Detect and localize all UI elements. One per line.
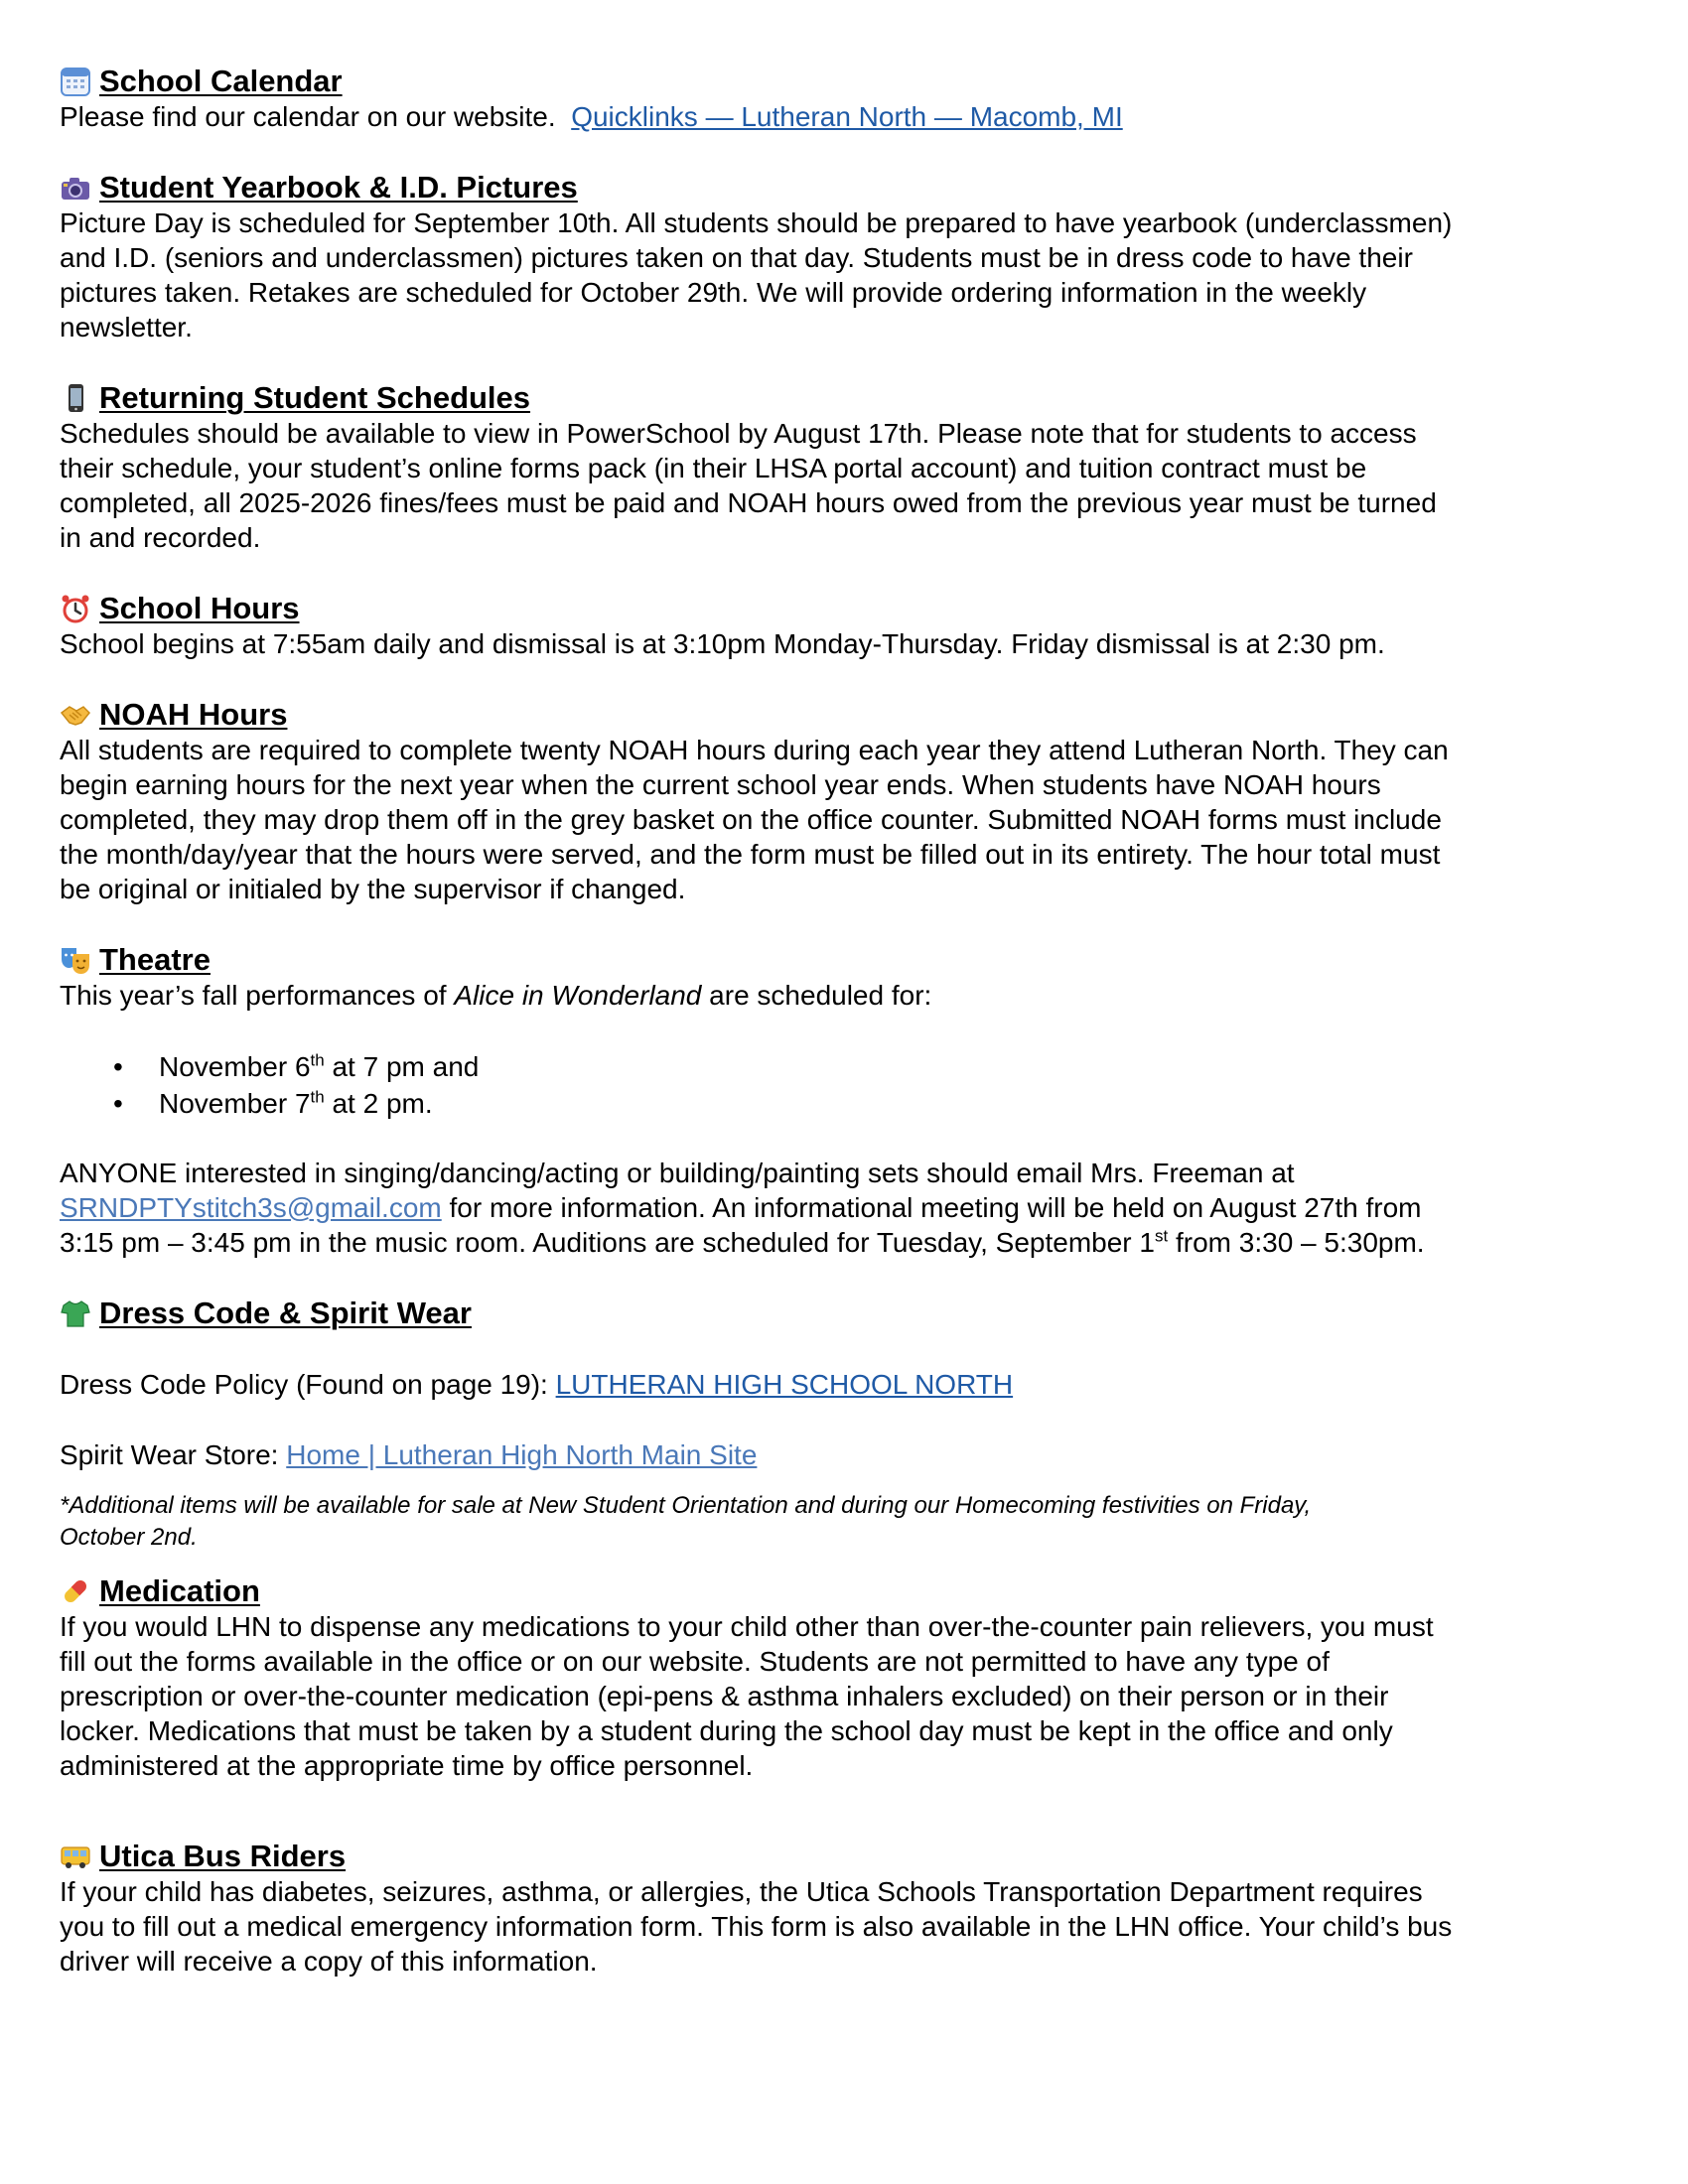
intro-text: are scheduled for: <box>701 980 932 1011</box>
handshake-icon <box>60 699 91 731</box>
body-line: be original or initialed by the supervisor if changed. <box>60 874 686 904</box>
body-line: their schedule, your student’s online forms pack (in their LHSA portal account) and tuition contract must be <box>60 453 1367 483</box>
pill-icon <box>60 1575 91 1607</box>
section-heading <box>60 591 1609 626</box>
section-title: Dress Code & Spirit Wear <box>99 1296 472 1330</box>
section-title: Utica Bus Riders <box>99 1839 347 1873</box>
section-title: Medication <box>99 1573 260 1608</box>
spirit-wear-store <box>60 1437 1609 1472</box>
bullet-icon: • <box>113 1051 123 1082</box>
calendar-icon <box>60 66 91 97</box>
body-line: the month/day/year that the hours were served, and the form must be filled out in its entirety. The hour total must <box>60 839 1441 870</box>
theatre-intro <box>60 978 1609 1013</box>
store-label: Spirit Wear Store: <box>60 1439 287 1470</box>
section-body <box>60 1609 1609 1783</box>
school-bus-icon <box>60 1841 91 1872</box>
body-line: 3:15 pm – 3:45 pm in the music room. Auditions are scheduled for Tuesday, September 1 <box>60 1227 1155 1258</box>
item-text: November 6 <box>159 1051 311 1082</box>
item-sup: th <box>310 1087 325 1107</box>
section-body <box>60 99 1609 134</box>
section-body <box>60 205 1609 344</box>
body-line: Schedules should be available to view in PowerSchool by August 17th. Please note that for students to access <box>60 418 1417 449</box>
note-line: October 2nd. <box>60 1524 198 1551</box>
body-line: completed, all 2025-2026 fines/fees must be paid and NOAH hours owed from the previous year must be turned <box>60 487 1437 518</box>
quicklinks-link[interactable]: Quicklinks — Lutheran North — Macomb, MI <box>571 101 1123 132</box>
section-medication <box>60 1573 1609 1783</box>
body-line: completed, they may drop them off in the grey basket on the office counter. Submitted NOAH forms must include <box>60 804 1442 835</box>
body-line: and I.D. (seniors and underclassmen) pictures taken on that day. Students must be in dress code to have their <box>60 242 1413 273</box>
section-title: Theatre <box>99 942 211 977</box>
body-line: in and recorded. <box>60 522 261 553</box>
camera-icon <box>60 172 91 204</box>
section-noah-hours <box>60 697 1609 906</box>
intro-text: This year’s fall performances of <box>60 980 455 1011</box>
body-line: you to fill out a medical emergency information form. This form is also available in the LHN office. Your child’s bus <box>60 1911 1453 1942</box>
section-title: Returning Student Schedules <box>99 380 531 415</box>
section-heading <box>60 697 1609 733</box>
body-line: locker. Medications that must be taken by a student during the school day must be kept in the office and only <box>60 1715 1393 1746</box>
dress-code-link[interactable]: LUTHERAN HIGH SCHOOL NORTH <box>555 1369 1014 1400</box>
body-line: pictures taken. Retakes are scheduled for October 29th. We will provide ordering information in the weekly <box>60 277 1367 308</box>
section-school-calendar <box>60 64 1609 134</box>
section-title: School Hours <box>99 591 300 625</box>
section-school-hours <box>60 591 1609 661</box>
bullet-icon: • <box>113 1088 123 1119</box>
performance-list <box>60 1048 1609 1122</box>
policy-label: Dress Code Policy (Found on page 19): <box>60 1369 556 1400</box>
section-heading <box>60 1573 1609 1609</box>
play-title: Alice in Wonderland <box>454 980 702 1011</box>
section-heading <box>60 64 1609 99</box>
t-shirt-icon <box>60 1297 91 1329</box>
note-line: *Additional items will be available for sale at New Student Orientation and during our Homecoming festivities on Friday, <box>60 1492 1312 1519</box>
section-schedules <box>60 380 1609 555</box>
item-text: November 7 <box>159 1088 311 1119</box>
mobile-phone-icon <box>60 382 91 414</box>
body-line: If you would LHN to dispense any medications to your child other than over-the-counter pain relievers, you must <box>60 1611 1434 1642</box>
body-line: administered at the appropriate time by office personnel. <box>60 1750 754 1781</box>
section-title: NOAH Hours <box>99 697 288 732</box>
section-body <box>60 733 1609 906</box>
body-line: from 3:30 – 5:30pm. <box>1168 1227 1425 1258</box>
body-line: School begins at 7:55am daily and dismissal is at 3:10pm Monday-Thursday. Friday dismissal is at 2:30 pm. <box>60 628 1385 659</box>
body-line: If your child has diabetes, seizures, asthma, or allergies, the Utica Schools Transportation Department requires <box>60 1876 1423 1907</box>
section-body <box>60 1874 1609 1979</box>
item-sup: th <box>310 1050 325 1070</box>
dress-code-policy <box>60 1367 1609 1402</box>
list-item <box>60 1085 1609 1122</box>
spirit-wear-link[interactable]: Home | Lutheran High North Main Site <box>286 1439 758 1470</box>
item-text: at 2 pm. <box>324 1088 433 1119</box>
section-theatre <box>60 942 1609 1260</box>
item-text: at 7 pm and <box>324 1051 480 1082</box>
body-line: Picture Day is scheduled for September 10th. All students should be prepared to have yearbook (underclassmen) <box>60 207 1453 238</box>
body-line: for more information. An informational meeting will be held on August 27th from <box>441 1192 1422 1223</box>
body-sup: st <box>1154 1226 1169 1246</box>
section-body <box>60 416 1609 555</box>
section-body <box>60 626 1609 661</box>
section-heading <box>60 942 1609 978</box>
section-heading <box>60 1296 1609 1331</box>
body-line: newsletter. <box>60 312 193 342</box>
alarm-clock-icon <box>60 593 91 624</box>
newsletter-page <box>60 64 1609 1979</box>
section-heading <box>60 1839 1609 1874</box>
section-heading <box>60 170 1609 205</box>
body-line: begin earning hours for the next year when the current school year ends. When students have NOAH hours <box>60 769 1381 800</box>
section-heading <box>60 380 1609 416</box>
body-line: All students are required to complete twenty NOAH hours during each year they attend Lutheran North. They can <box>60 735 1449 765</box>
section-yearbook <box>60 170 1609 344</box>
list-item <box>60 1048 1609 1085</box>
section-bus-riders <box>60 1839 1609 1979</box>
body-line: fill out the forms available in the office or on our website. Students are not permitted to have any type of <box>60 1646 1330 1677</box>
body-text: Please find our calendar on our website. <box>60 101 556 132</box>
section-title: Student Yearbook & I.D. Pictures <box>99 170 578 205</box>
body-line: driver will receive a copy of this information. <box>60 1946 598 1977</box>
theatre-details <box>60 1156 1609 1260</box>
email-link[interactable]: SRNDPTYstitch3s@gmail.com <box>60 1192 442 1223</box>
section-dress-code <box>60 1296 1609 1554</box>
section-title: School Calendar <box>99 64 343 98</box>
spirit-wear-note <box>60 1490 1609 1554</box>
theater-masks-icon <box>60 944 91 976</box>
body-line: ANYONE interested in singing/dancing/acting or building/painting sets should email Mrs. Freeman at <box>60 1158 1295 1188</box>
body-line: prescription or over-the-counter medication (epi-pens & asthma inhalers excluded) on their person or in their <box>60 1681 1389 1711</box>
